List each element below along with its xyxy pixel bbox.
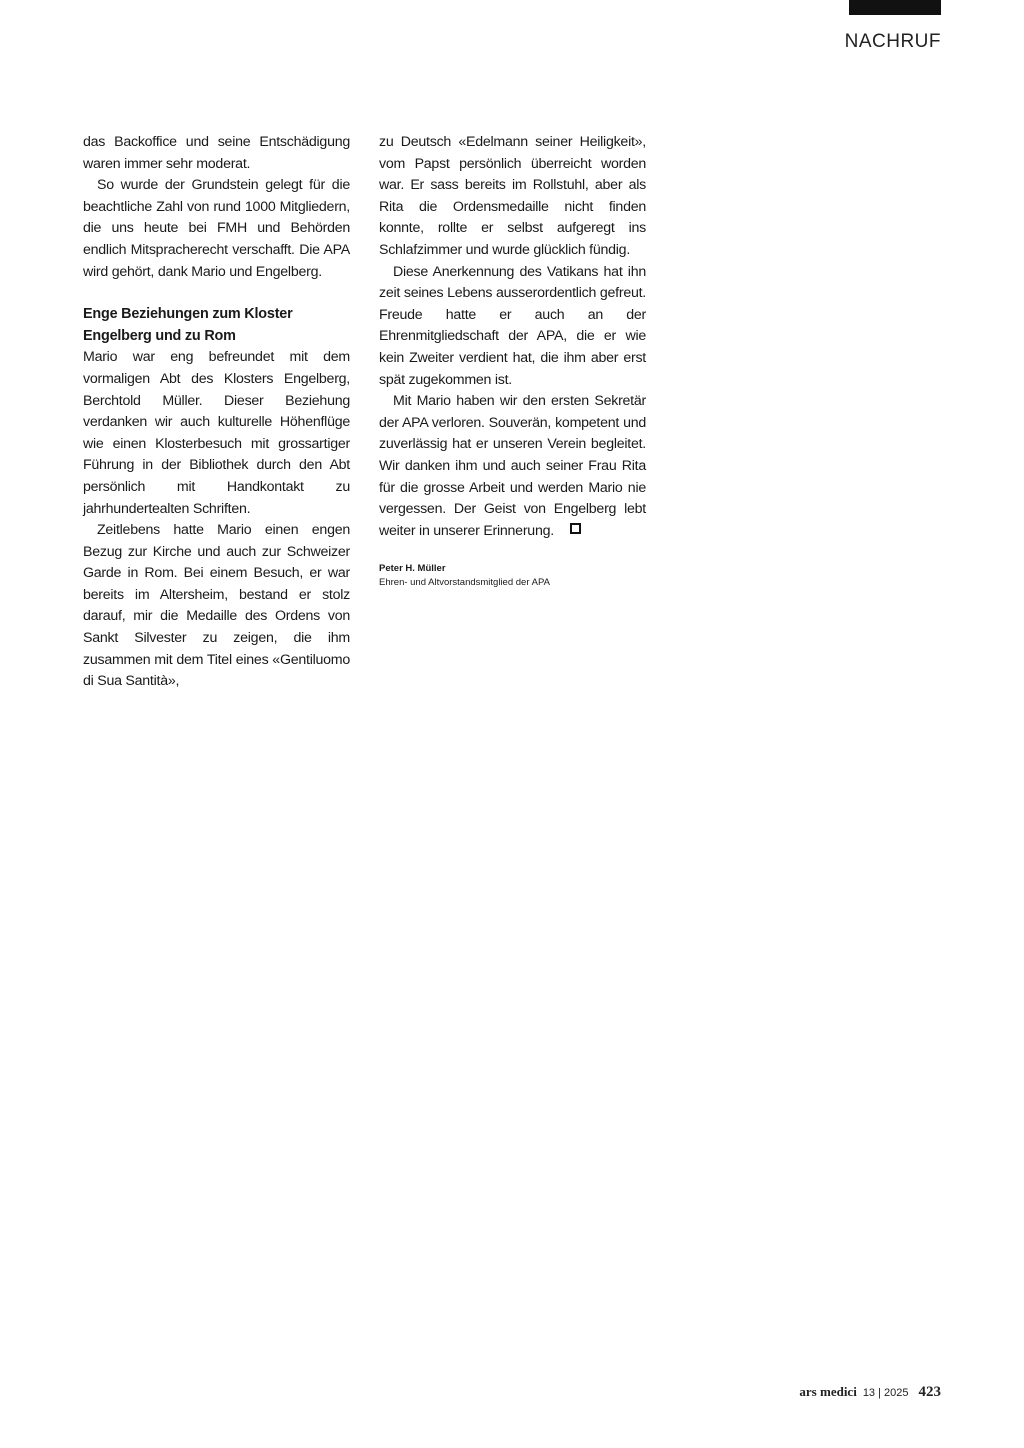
article-column-right — [379, 132, 646, 590]
article-column-left — [83, 132, 350, 693]
section-heading: Enge Beziehungen zum Kloster Engelberg und zu Rom — [83, 306, 293, 344]
section-color-bar — [849, 0, 941, 15]
end-of-article-square-icon — [570, 523, 581, 534]
paragraph: Diese Anerkennung des Vatikans hat ihn zeit seines Lebens ausserordentlich gefreut. Freude hatte er auch an der Ehrenmitgliedschaft der APA, die er wie kein Zweiter verdient hat, die ihm aber erst spät zugekommen ist. — [379, 263, 646, 388]
author-block — [379, 562, 646, 590]
section-label: NACHRUF — [844, 31, 941, 52]
paragraph: So wurde der Grundstein gelegt für die beachtliche Zahl von rund 1000 Mitgliedern, die uns heute bei FMH und Behörden endlich Mitspracherecht verschafft. Die APA wird gehört, dank Mario und Engelberg. — [83, 177, 350, 280]
paragraph-text: Mit Mario haben wir den ersten Sekretär der APA verloren. Souverän, kompetent und zuverlässig hat er unseren Verein begleitet. Wir danken ihm und auch seiner Frau Rita für die grosse Arbeit und werden Mario nie vergessen. Der Geist von Engelberg lebt weiter in unserer Erinnerung. — [379, 393, 646, 539]
closing-paragraph — [379, 391, 646, 542]
paragraph: zu Deutsch «Edelmann seiner Heiligkeit», vom Papst persönlich überreicht worden war. Er sass bereits im Rollstuhl, aber als Rita die Ordensmedaille nicht finden konnte, rollte er selbst aufgeregt ins Schlafzimmer und wurde glücklich fündig. — [379, 134, 646, 258]
page-number: 423 — [918, 1384, 941, 1400]
issue-number: 13 | 2025 — [862, 1387, 909, 1399]
paragraph: das Backoffice und seine Entschädigung waren immer sehr moderat. — [83, 134, 350, 172]
paragraph: Zeitlebens hatte Mario einen engen Bezug zur Kirche und auch zur Schweizer Garde in Rom. Bei einem Besuch, er war bereits im Altersheim, bestand er stolz darauf, mir die Medaille des Ordens von Sankt Silvester zu zeigen, die ihm zusammen mit dem Titel eines «Gentiluomo di Sua Santità», — [83, 522, 350, 690]
journal-name: ars medici — [799, 1384, 857, 1399]
author-name: Peter H. Müller — [379, 563, 446, 575]
author-role: Ehren- und Altvorstandsmitglied der APA — [379, 577, 550, 589]
paragraph: Mario war eng befreundet mit dem vormaligen Abt des Klosters Engelberg, Berchtold Müller. Dieser Beziehung verdanken wir auch kulturelle Höhenflüge wie einen Klosterbesuch mit grossartiger Führung in der Bibliothek durch den Abt persönlich mit Handkontakt zu jahrhundertealten Schriften. — [83, 349, 350, 517]
page-footer — [799, 1384, 941, 1401]
